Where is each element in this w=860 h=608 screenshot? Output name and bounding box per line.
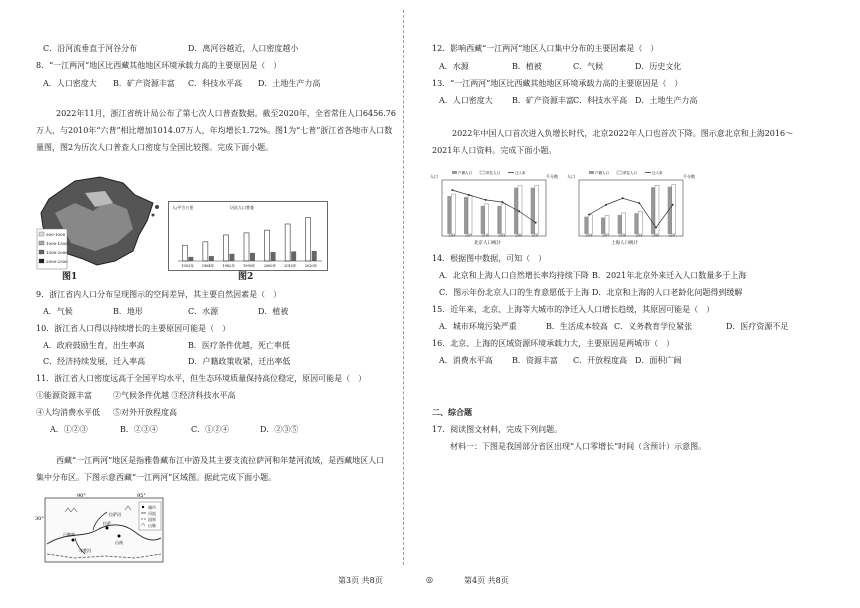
q11-option-a: A．①②③ xyxy=(50,425,88,434)
beijing-population-chart xyxy=(430,168,565,246)
q7-option-c: C．沿河流垂直于河谷分布 xyxy=(43,44,138,53)
section-heading: 二、综合题 xyxy=(432,407,472,417)
q11-option-b: B．②③④ xyxy=(120,425,158,434)
chart-ylabel-left: 人口 xyxy=(567,174,575,179)
year-label: 2016 xyxy=(585,233,593,238)
q14-option-d: D．北京和上海的人口老龄化问题得到缓解 xyxy=(592,288,743,297)
chart-ylabel-right: 千分数 xyxy=(546,174,558,179)
category-label: 2020年 xyxy=(304,264,318,268)
legend-swatch xyxy=(39,250,44,254)
q12-option-a: A．水源 xyxy=(439,62,469,71)
bar-resident xyxy=(518,186,522,234)
q11-item-2-3: ②气候条件优越 ③经济科技水平高 xyxy=(113,391,236,400)
q17-stem: 17．阅读图文材料，完成下列问题。 xyxy=(432,425,563,434)
q14-option-b: B．2021年北京外来迁入人口数量多于上海 xyxy=(592,271,747,280)
year-label: 2021 xyxy=(668,233,676,238)
legend-item: 迁入率 xyxy=(515,171,526,175)
legend-swatch xyxy=(39,259,44,263)
passage-beijing-shanghai: 2022年中国人口首次进入负增长时代，北京2022年人口也首次下降。图示意北京和上海2016～2021年人口资料。完成下面小题。 xyxy=(432,129,794,155)
year-label: 2016 xyxy=(448,233,456,238)
bar-china xyxy=(312,251,317,261)
q13-option-c: C．科技水平高 xyxy=(573,96,628,105)
q10-stem: 10．浙江省人口得以持续增长的主要原因可能是（ ） xyxy=(36,324,231,333)
figure-1-label: 图1 xyxy=(62,272,78,282)
bar-registered xyxy=(531,188,535,234)
legend-swatch xyxy=(39,232,44,236)
bar-china xyxy=(271,252,276,261)
year-label: 2018 xyxy=(481,233,489,238)
bar-registered xyxy=(481,206,485,234)
q10-option-d: D．户籍政策收紧，迁出率低 xyxy=(188,357,291,366)
chart-title: 历次人口普查 xyxy=(230,205,254,210)
bar-china xyxy=(229,254,234,261)
category-label: 2000年 xyxy=(263,264,276,268)
q10-option-b: B．医疗条件优越，死亡率低 xyxy=(188,341,290,350)
category-label: 1953年 xyxy=(181,264,194,268)
q13-option-a: A．人口密度大 xyxy=(439,96,493,105)
city-label: 拉萨 xyxy=(103,521,111,526)
bar-registered xyxy=(651,187,655,234)
q16-option-a: A．消费水平高 xyxy=(439,356,493,365)
island-marker xyxy=(152,214,155,217)
bar-registered xyxy=(464,197,468,234)
legend-item: 常住人口 xyxy=(486,171,500,175)
q9-stem: 9．浙江省内人口分布呈现图示的空间差异，其主要自然因素是（ ） xyxy=(36,290,282,299)
bar-resident xyxy=(485,204,489,234)
q8-option-d: D．土地生产力高 xyxy=(258,79,321,88)
legend-item: 户籍人口 xyxy=(458,171,472,175)
q9-option-c: C．水源 xyxy=(188,307,219,316)
q17-material: 材料一：下图是我国部分省区出现“人口零增长”时间（含预计）示意图。 xyxy=(450,442,707,451)
q13-option-d: D．土地生产力高 xyxy=(635,96,698,105)
longitude-95-label: 95° xyxy=(137,493,146,499)
q11-item-5: ⑤对外开放程度高 xyxy=(113,408,177,417)
bar-resident xyxy=(501,204,505,234)
q14-option-a: A．北京和上海人口自然增长率均持续下降 xyxy=(439,271,589,280)
q13-stem: 13．“一江两河”地区比西藏其他地区环境承载力高的主要原因是（ ） xyxy=(432,79,683,88)
right-page xyxy=(430,0,840,570)
q12-stem: 12．影响西藏“一江两河”地区人口集中分布的主要因素是（ ） xyxy=(432,44,659,53)
q9-option-b: B．地形 xyxy=(113,307,143,316)
q16-stem: 16．北京、上海的区域资源环境承载力大，主要原因是两城市（ ） xyxy=(432,339,675,348)
q16-option-c: C．开放程度高 xyxy=(573,356,628,365)
bar-registered xyxy=(601,218,605,234)
q7-option-d: D．离河谷越近，人口密度越小 xyxy=(188,44,299,53)
bar-registered xyxy=(618,215,622,234)
population-density-chart xyxy=(168,201,328,271)
bar-zhejiang xyxy=(285,224,290,261)
longitude-90-label: 90° xyxy=(77,493,86,499)
city-marker xyxy=(72,539,75,542)
bar-china xyxy=(209,256,214,261)
category-label: 1982年 xyxy=(222,264,235,268)
bar-resident xyxy=(468,195,472,234)
year-label: 2019 xyxy=(498,233,506,238)
chart-frame xyxy=(442,180,546,236)
q11-stem: 11．浙江省人口密度远高于全国平均水平，但生态环境质量保持高位稳定，原因可能是（ ） xyxy=(36,374,367,383)
shanghai-population-chart xyxy=(567,168,702,246)
map-legend-item: 河流 xyxy=(148,511,156,516)
legend-swatch xyxy=(452,171,457,174)
footer-mark: ◎ xyxy=(426,575,433,584)
bar-resident xyxy=(535,186,539,234)
passage-zhejiang: 2022年11月，浙江省统计局公布了第七次人口普查数据。截至2020年，全省常住人口6456.76万人，与2010年“六普”相比增加1014.07万人，年均增长1.72%。图1为“七普”浙江省各地市人口数量图，图2为历次人口普查人口密度与全国比较图。完成下面小题。 xyxy=(36,109,396,152)
q15-option-a: A．城市环境污染严重 xyxy=(439,322,517,331)
bar-resident xyxy=(638,211,642,234)
map-legend-item: 城市 xyxy=(148,505,156,510)
year-label: 2019 xyxy=(635,233,643,238)
bar-china xyxy=(250,253,255,261)
q9-option-d: D．植被 xyxy=(258,307,289,316)
footer-right-page: 第4页 共8页 xyxy=(464,576,509,585)
figure-2-label: 图2 xyxy=(238,272,254,282)
city-marker xyxy=(118,535,121,538)
chart-caption: 北京人口统计 xyxy=(474,241,501,246)
category-label: 2010年 xyxy=(284,264,297,268)
q9-option-a: A．气候 xyxy=(43,307,73,316)
zhejiang-map-figure xyxy=(35,173,165,273)
bar-registered xyxy=(447,196,451,234)
year-label: 2018 xyxy=(618,233,626,238)
tibet-region-map xyxy=(35,492,175,564)
q13-option-b: B．矿产资源丰富 xyxy=(512,96,574,105)
latitude-30-label: 30° xyxy=(35,516,44,522)
q16-option-b: B．资源丰富 xyxy=(512,356,558,365)
chart-ylabel: 人/平方公里 xyxy=(172,205,194,210)
legend-item: 迁入率 xyxy=(652,171,663,175)
q15-stem: 15．近年来，北京、上海等大城市的净迁入人口增长趋缓，其原因可能是（ ） xyxy=(432,305,715,314)
bar-zhejiang xyxy=(182,245,187,261)
map-legend-item: 国界 xyxy=(148,517,156,522)
bar-registered xyxy=(497,206,501,234)
bar-zhejiang xyxy=(306,218,311,261)
year-label: 2020 xyxy=(652,233,660,238)
footer-left-page: 第3页 共8页 xyxy=(338,576,383,585)
bar-resident xyxy=(622,213,626,234)
q11-option-c: C．①②④ xyxy=(191,425,230,434)
year-label: 2021 xyxy=(531,233,539,238)
q8-stem: 8．“一江两河”地区比西藏其他地区环境承载力高的主要原因是（ ） xyxy=(36,61,282,70)
legend-swatch xyxy=(617,171,622,174)
q12-option-c: C．气候 xyxy=(573,62,604,71)
river-label: 年楚河 xyxy=(79,548,91,553)
q12-option-b: B．植被 xyxy=(512,62,542,71)
q14-stem: 14．根据图中数据，可知（ ） xyxy=(432,254,547,263)
bar-resident xyxy=(588,215,592,234)
category-label: 1964年 xyxy=(201,264,215,268)
page-divider xyxy=(403,10,404,565)
bar-zhejiang xyxy=(244,233,249,261)
bar-resident xyxy=(451,194,455,234)
q8-option-b: B．矿产资源丰富 xyxy=(113,79,175,88)
chart-caption: 上海人口统计 xyxy=(611,241,638,246)
island-marker xyxy=(155,205,159,209)
q11-item-4: ④人均消费水平低 xyxy=(36,408,100,417)
q12-option-d: D．历史文化 xyxy=(635,62,682,71)
chart-ylabel-right: 千分数 xyxy=(683,174,695,179)
bar-china xyxy=(188,257,193,261)
bar-resident xyxy=(605,216,609,234)
city-label: 山南 xyxy=(115,540,123,545)
bar-zhejiang xyxy=(223,235,228,261)
city-label: 日喀则 xyxy=(63,532,75,537)
passage-tibet: 西藏“一江两河”地区是指雅鲁藏布江中游及其主要支流拉萨河和年楚河流域，是西藏地区人口集中分布区。下图示意西藏“一江两河”区域图。据此完成下面小题。 xyxy=(36,456,385,482)
bar-registered xyxy=(514,188,518,234)
year-label: 2017 xyxy=(465,233,473,238)
bar-zhejiang xyxy=(265,230,270,261)
map-legend-item: 500-1000 xyxy=(46,232,66,237)
q14-option-c: C．图示年份北京人口的生育意愿低于上海 xyxy=(439,288,590,297)
q8-option-c: C．科技水平高 xyxy=(188,79,243,88)
legend-city-symbol xyxy=(142,506,144,508)
q10-option-c: C．经济持续发展，迁入率高 xyxy=(43,357,146,366)
left-page xyxy=(0,0,410,570)
q11-option-d: D．②③⑤ xyxy=(260,425,299,434)
category-label: 1990年 xyxy=(243,264,256,268)
bar-zhejiang xyxy=(203,242,208,261)
q15-option-c: C．义务教育学位紧张 xyxy=(614,322,693,331)
legend-swatch xyxy=(39,241,44,245)
city-marker xyxy=(106,527,109,530)
legend-swatch xyxy=(589,171,594,174)
river-label: 拉萨河 xyxy=(109,512,121,517)
map-legend-item: 山脉 xyxy=(148,523,156,528)
q10-option-a: A．政府鼓励生育，出生率高 xyxy=(43,341,145,350)
q16-option-d: D．面积广阔 xyxy=(635,356,682,365)
bar-registered xyxy=(584,217,588,234)
map-legend-item: 2000-2500 xyxy=(46,259,68,264)
legend-item: 户籍人口 xyxy=(595,171,609,175)
chart-ylabel-left: 人口 xyxy=(430,174,438,179)
bar-china xyxy=(291,251,296,261)
map-legend-item: 1500-2000 xyxy=(46,250,68,255)
bar-resident xyxy=(672,185,676,234)
q8-option-a: A．人口密度大 xyxy=(43,79,97,88)
chart-frame xyxy=(579,180,683,236)
legend-swatch xyxy=(480,171,485,174)
q15-option-b: B．生活成本较高 xyxy=(546,322,608,331)
legend-item: 常住人口 xyxy=(623,171,637,175)
map-legend-item: 1000-1500 xyxy=(46,241,68,246)
q11-item-1: ①能源资源丰富 xyxy=(36,391,92,400)
year-label: 2020 xyxy=(515,233,523,238)
q15-option-d: D．医疗资源不足 xyxy=(726,322,789,331)
bar-registered xyxy=(634,213,638,234)
year-label: 2017 xyxy=(602,233,610,238)
